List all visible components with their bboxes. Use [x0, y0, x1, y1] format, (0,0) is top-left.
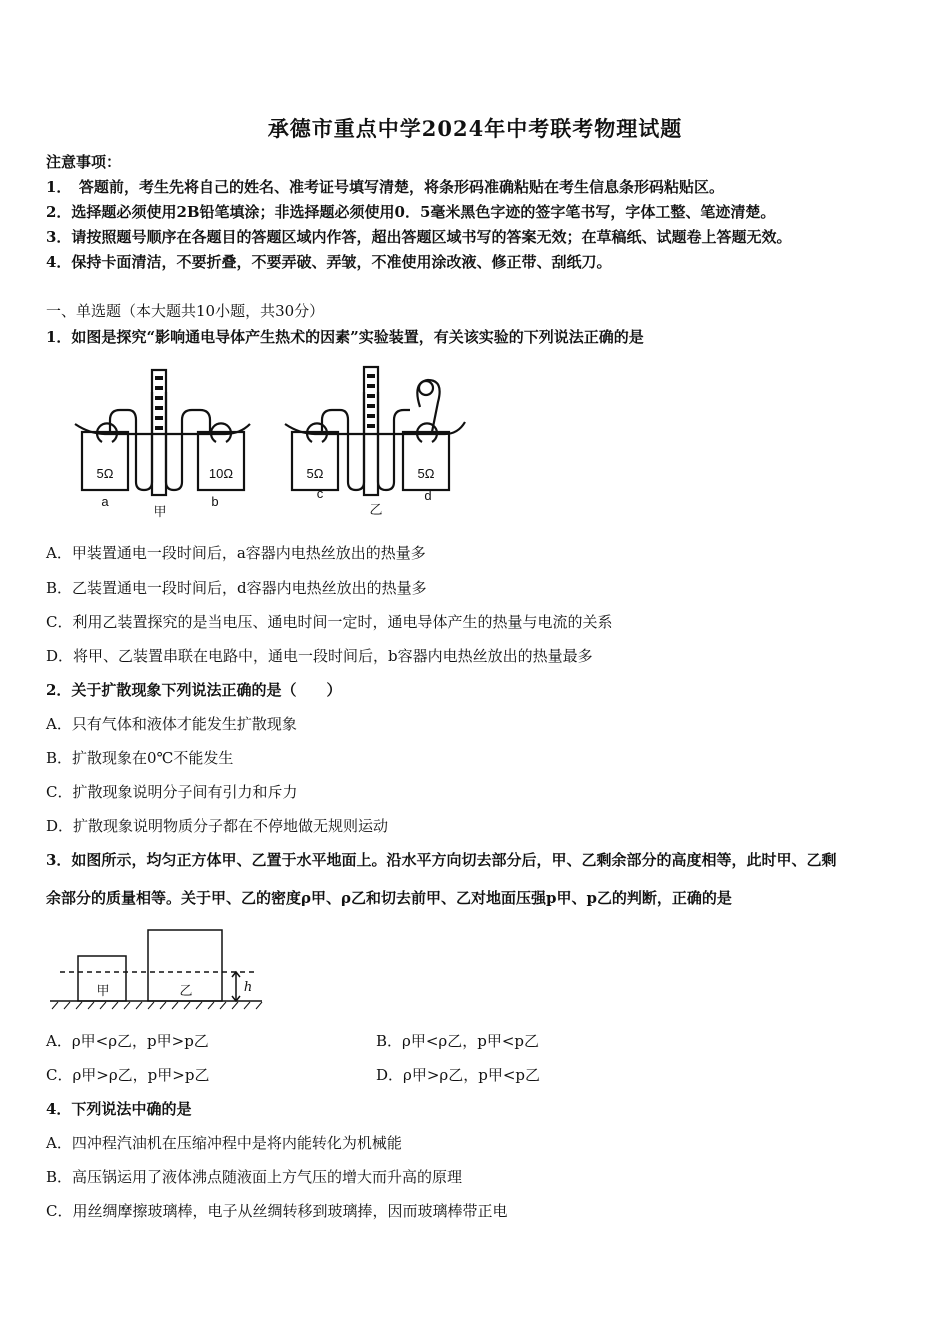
- notice-item: 1． 答题前，考生先将自己的姓名、准考证号填写清楚，将条形码准确粘贴在考生信息条形码粘贴区。: [46, 178, 724, 196]
- container-d: [403, 432, 449, 490]
- container-label-c: c: [316, 486, 324, 501]
- q3-option-d: D．ρ甲>ρ乙，p甲<p乙: [376, 1066, 541, 1084]
- container-label-a: a: [101, 494, 109, 509]
- setup-label-jia: 甲: [153, 504, 167, 519]
- q4-stem: 4．下列说法中确的是: [46, 1100, 192, 1118]
- resistor-label-a: 5Ω: [96, 466, 114, 481]
- notice-item: 2．选择题必须使用2B铅笔填涂；非选择题必须使用0．5毫米黑色字迹的签字笔书写，字体工整、笔迹清楚。: [46, 203, 776, 221]
- q3-stem-line2: 余部分的质量相等。关于甲、乙的密度ρ甲、ρ乙和切去前甲、乙对地面压强p甲、p乙的判断，正确的是: [46, 889, 732, 907]
- q3-cubes-figure: [46, 925, 266, 1013]
- notice-item: 3．请按照题号顺序在各题目的答题区域内作答，超出答题区域书写的答案无效；在草稿纸、试题卷上答题无效。: [46, 228, 792, 246]
- cube-label-yi: 乙: [179, 984, 193, 999]
- q2-option-d: D．扩散现象说明物质分子都在不停地做无规则运动: [46, 817, 389, 835]
- resistor-label-c: 5Ω: [306, 466, 324, 481]
- container-label-d: d: [424, 488, 432, 503]
- container-label-b: b: [211, 494, 219, 509]
- u-tube-right: [378, 392, 410, 490]
- q3-option-a: A．ρ甲<ρ乙，p甲>p乙: [46, 1032, 209, 1050]
- u-tube-left: [322, 392, 364, 490]
- q4-option-b: B．高压锅运用了液体沸点随液面上方气压的增大而升高的原理: [46, 1168, 463, 1186]
- notice-item: 4．保持卡面清洁，不要折叠，不要弄破、弄皱，不准使用涂改液、修正带、刮纸刀。: [46, 253, 612, 271]
- section-heading: 一、单选题（本大题共10小题，共30分）: [46, 302, 325, 320]
- q1-option-b: B．乙装置通电一段时间后，d容器内电热丝放出的热量多: [46, 579, 427, 597]
- container-b: [198, 432, 244, 490]
- q2-option-c: C．扩散现象说明分子间有引力和斥力: [46, 783, 298, 801]
- q4-option-c: C．用丝绸摩擦玻璃棒，电子从丝绸转移到玻璃捧，因而玻璃棒带正电: [46, 1202, 508, 1220]
- resistor-label-d: 5Ω: [417, 466, 435, 481]
- q2-option-a: A．只有气体和液体才能发生扩散现象: [46, 715, 297, 733]
- notice-heading: 注意事项：: [46, 153, 122, 171]
- container-c: [292, 432, 338, 490]
- q3-stem-line1: 3．如图所示，均匀正方体甲、乙置于水平地面上。沿水平方向切去部分后，甲、乙剩余部分的高度相等，此时甲、乙剩: [46, 851, 837, 869]
- height-label: h: [243, 980, 253, 995]
- q2-stem: 2．关于扩散现象下列说法正确的是（ ）: [46, 681, 342, 699]
- u-tube-right: [166, 392, 210, 490]
- q3-option-b: B．ρ甲<ρ乙，p甲<p乙: [376, 1032, 540, 1050]
- q1-option-d: D．将甲、乙装置串联在电路中，通电一段时间后，b容器内电热丝放出的热量最多: [46, 647, 593, 665]
- resistor-coil: [419, 381, 433, 395]
- page-title: 承德市重点中学2024年中考联考物理试题: [267, 116, 683, 141]
- resistor-label-b: 10Ω: [208, 466, 234, 481]
- u-tube-left: [110, 392, 152, 490]
- q1-apparatus-figure: [60, 362, 480, 524]
- setup-label-yi: 乙: [369, 502, 383, 517]
- q2-option-b: B．扩散现象在0℃不能发生: [46, 749, 234, 767]
- q3-option-c: C．ρ甲>ρ乙，p甲>p乙: [46, 1066, 210, 1084]
- q1-option-a: A．甲装置通电一段时间后，a容器内电热丝放出的热量多: [46, 544, 426, 562]
- q4-option-a: A．四冲程汽油机在压缩冲程中是将内能转化为机械能: [46, 1134, 402, 1152]
- q1-option-c: C．利用乙装置探究的是当电压、通电时间一定时，通电导体产生的热量与电流的关系: [46, 613, 613, 631]
- q1-stem: 1．如图是探究“影响通电导体产生热术的因素”实验装置，有关该实验的下列说法正确的是: [46, 328, 644, 346]
- cube-label-jia: 甲: [96, 984, 110, 999]
- container-a: [82, 432, 128, 490]
